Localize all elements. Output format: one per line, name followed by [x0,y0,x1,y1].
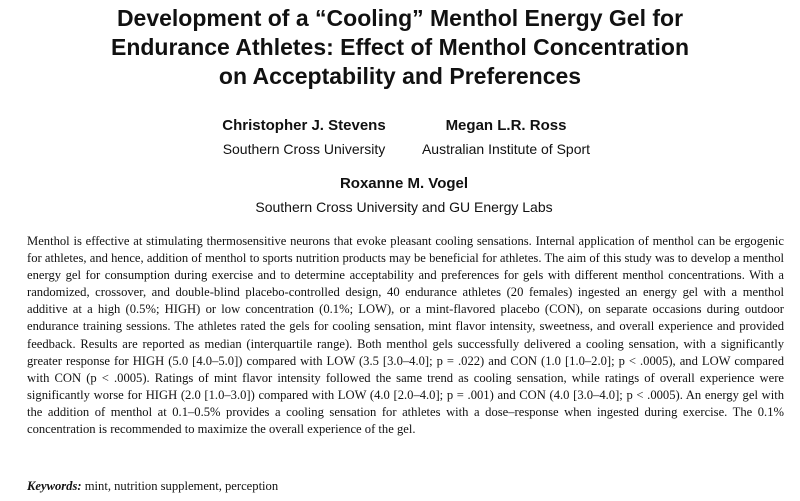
author-stevens [214,116,394,159]
keywords-label: Keywords: [27,479,82,493]
author-name: Megan L.R. Ross [445,117,567,134]
keywords-line [27,478,784,495]
author-vogel [242,174,566,217]
author-ross [414,116,598,159]
author-name: Roxanne M. Vogel [339,175,469,192]
author-affiliation: Australian Institute of Sport [421,141,591,157]
author-affiliation: Southern Cross University [222,141,386,157]
author-affiliation: Southern Cross University and GU Energy Labs [255,199,553,215]
abstract-text: Menthol is effective at stimulating thermosensitive neurons that evoke pleasant cooling sensations. Internal application of menthol can be ergogenic for athletes, and hence, addition of menthol to sports nutrition products may be beneficial for athletes. The aim of this study was to develop a menthol energy gel for consumption during exercise and to determine acceptability and preferences for gels with different menthol concentrations. With a randomized, crossover, and double-blind placebo-controlled design, 40 endurance athletes (20 females) ingested an energy gel with a menthol additive at a high (0.5%; HIGH) or low concentration (0.1%; LOW), or a mint-flavored placebo (CON), on separate occasions during outdoor endurance training sessions. The athletes rated the gels for cooling sensation, mint flavor intensity, sweetness, and overall experience and provided feedback. Results are reported as median (interquartile range). Both menthol gels successfully delivered a cooling sensation, with a significantly greater response for HIGH (5.0 [4.0–5.0]) compared with LOW (3.5 [3.0–4.0]; p = .022) and CON (1.0 [1.0–2.0]; p < .0005), and LOW compared with CON (p < .0005). Ratings of mint flavor intensity followed the same trend as cooling sensation, while ratings of overall experience were significantly worse for HIGH (2.0 [1.0–3.0]) compared with LOW (4.0 [2.0–4.0]; p = .001) and CON (4.0 [3.0–4.0]; p < .0005). An energy gel with the addition of menthol at 0.1–0.5% provides a cooling sensation for athletes with a dose–response when ingested during exercise. The 0.1% concentration is recommended to maximize the overall experience of the gel. [27,234,784,437]
title-line-2: Endurance Athletes: Effect of Menthol Concentration [110,34,689,60]
title-line-1: Development of a “Cooling” Menthol Energy Gel for [116,5,684,31]
title-line-3: on Acceptability and Preferences [218,63,582,89]
author-name: Christopher J. Stevens [222,117,386,134]
keywords-list: mint, nutrition supplement, perception [84,479,279,493]
author-block [0,116,800,160]
paper-title [0,4,800,91]
